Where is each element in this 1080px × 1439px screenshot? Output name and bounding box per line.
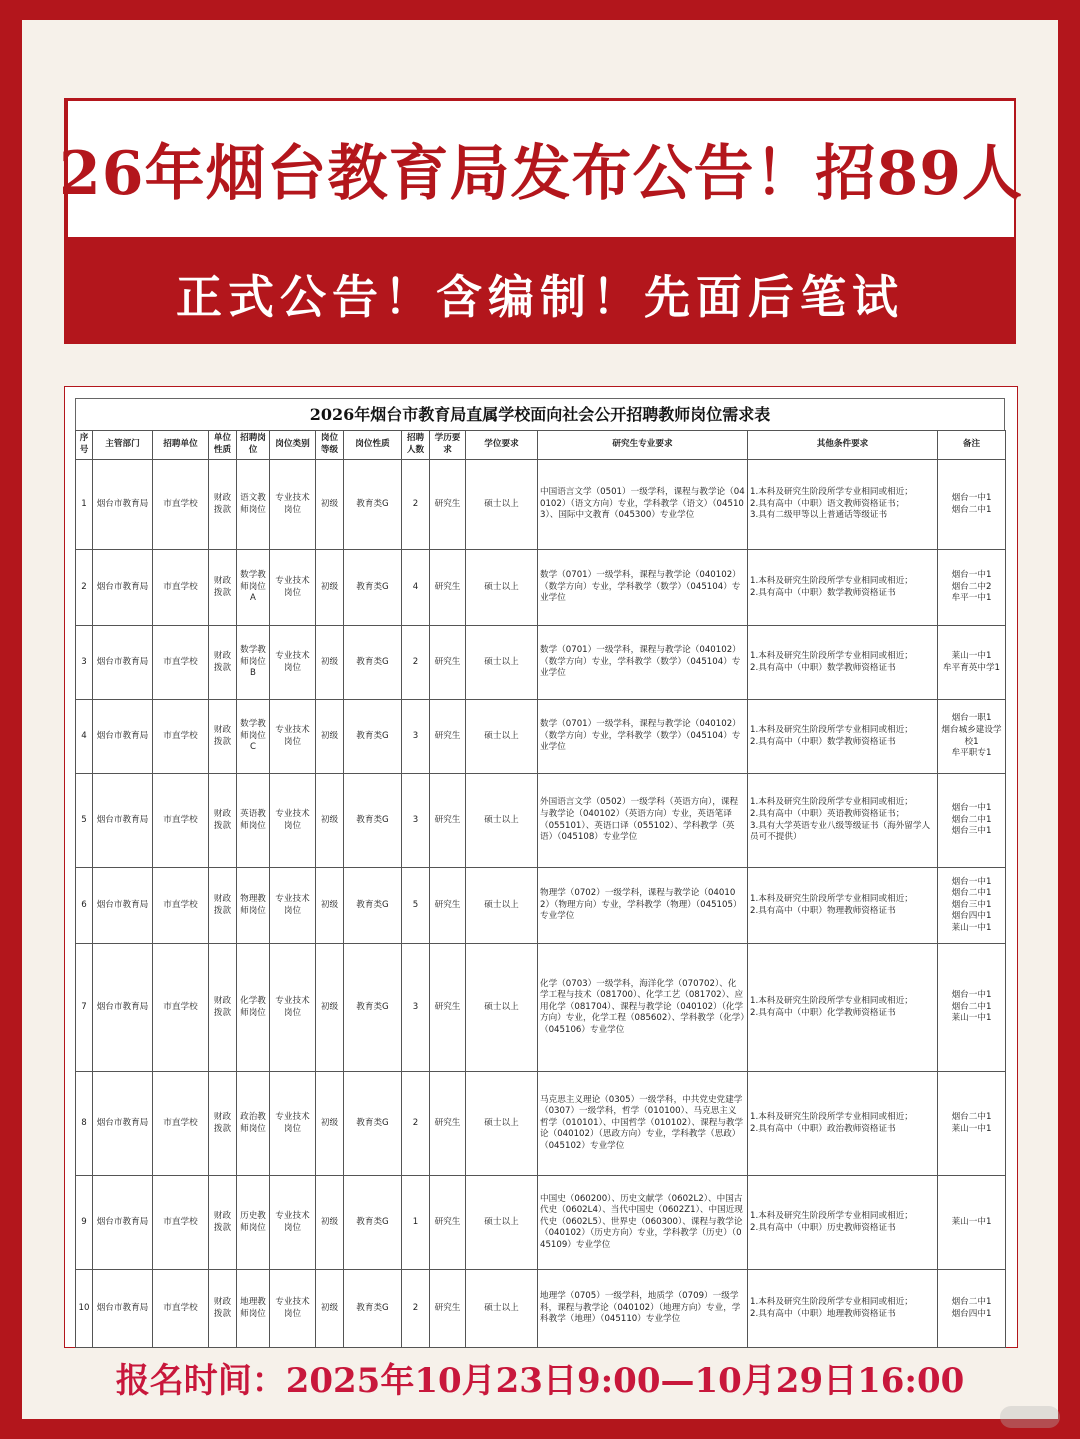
cell-level: 初级: [316, 460, 344, 550]
cell-other: 1.本科及研究生阶段所学专业相同或相近； 2.具有高中（中职）数学教师资格证书: [748, 700, 938, 774]
watermark-badge: [1000, 1406, 1060, 1428]
cell-edu: 研究生: [430, 1176, 466, 1270]
cell-level: 初级: [316, 1270, 344, 1348]
cell-edu: 研究生: [430, 1072, 466, 1176]
cell-degree: 硕士以上: [466, 550, 538, 626]
cell-num: 5: [402, 868, 430, 944]
column-header: 学历要求: [430, 431, 466, 460]
table-row: [76, 1270, 1006, 1348]
cell-major: 中国史（060200）、历史文献学（0602L2）、中国古代史（0602L4）、当代中国史（0602Z1）、中国近现代史（0602L5）、世界史（060300）、课程与教学论（040102）（历史方向）专业，学科教学（历史）（045109）专业学位: [538, 1176, 748, 1270]
cell-degree: 硕士以上: [466, 944, 538, 1072]
cell-nature: 财政拨款: [209, 550, 237, 626]
table-row: [76, 550, 1006, 626]
cell-note: 烟台一中1 烟台二中1 烟台三中1 烟台四中1 莱山一中1: [938, 868, 1006, 944]
cell-num: 3: [402, 944, 430, 1072]
cell-edu: 研究生: [430, 700, 466, 774]
cell-unit: 市直学校: [153, 1072, 209, 1176]
cell-level: 初级: [316, 944, 344, 1072]
cell-unit: 市直学校: [153, 868, 209, 944]
cell-ptype: 教育类G: [344, 1270, 402, 1348]
cell-no: 6: [76, 868, 93, 944]
cell-edu: 研究生: [430, 626, 466, 700]
cell-num: 2: [402, 460, 430, 550]
table-row: [76, 868, 1006, 944]
column-header: 招聘人数: [402, 431, 430, 460]
cell-post: 化学教师岗位: [237, 944, 270, 1072]
cell-edu: 研究生: [430, 1270, 466, 1348]
cell-note: 莱山一中1 牟平育英中学1: [938, 626, 1006, 700]
cell-nature: 财政拨款: [209, 868, 237, 944]
table-row: [76, 460, 1006, 550]
cell-major: 数学（0701）一级学科，课程与教学论（040102）（数学方向）专业，学科教学（数学）（045104）专业学位: [538, 700, 748, 774]
cell-cat: 专业技术岗位: [270, 700, 316, 774]
cell-dept: 烟台市教育局: [93, 1270, 153, 1348]
cell-degree: 硕士以上: [466, 700, 538, 774]
cell-nature: 财政拨款: [209, 1270, 237, 1348]
cell-nature: 财政拨款: [209, 626, 237, 700]
cell-no: 9: [76, 1176, 93, 1270]
table-title: 2026年烟台市教育局直属学校面向社会公开招聘教师岗位需求表: [75, 398, 1005, 430]
registration-time-footer: [0, 1350, 1080, 1404]
job-table-container: [75, 398, 1005, 1343]
subheadline-text: 正式公告！含编制！先面后笔试: [176, 270, 904, 324]
cell-major: 中国语言文学（0501）一级学科，课程与教学论（040102）（语文方向）专业，学科教学（语文）（045103）、国际中文教育（045300）专业学位: [538, 460, 748, 550]
cell-degree: 硕士以上: [466, 1270, 538, 1348]
cell-other: 1.本科及研究生阶段所学专业相同或相近； 2.具有高中（中职）语文教师资格证书； 3.具有二级甲等以上普通话等级证书: [748, 460, 938, 550]
cell-other: 1.本科及研究生阶段所学专业相同或相近； 2.具有高中（中职）英语教师资格证书； 3.具有大学英语专业八级等级证书（海外留学人员可不提供）: [748, 774, 938, 868]
cell-major: 数学（0701）一级学科，课程与教学论（040102）（数学方向）专业，学科教学（数学）（045104）专业学位: [538, 550, 748, 626]
cell-post: 政治教师岗位: [237, 1072, 270, 1176]
cell-degree: 硕士以上: [466, 626, 538, 700]
cell-dept: 烟台市教育局: [93, 774, 153, 868]
column-header: 主管部门: [93, 431, 153, 460]
cell-edu: 研究生: [430, 868, 466, 944]
cell-no: 5: [76, 774, 93, 868]
column-header: 研究生专业要求: [538, 431, 748, 460]
cell-degree: 硕士以上: [466, 460, 538, 550]
cell-edu: 研究生: [430, 774, 466, 868]
cell-post: 数学教师岗位A: [237, 550, 270, 626]
cell-post: 数学教师岗位B: [237, 626, 270, 700]
job-requirements-table: [75, 430, 1006, 1348]
cell-level: 初级: [316, 868, 344, 944]
cell-post: 数学教师岗位C: [237, 700, 270, 774]
cell-no: 7: [76, 944, 93, 1072]
column-header: 招聘单位: [153, 431, 209, 460]
subheadline-bar: [64, 244, 1016, 344]
cell-other: 1.本科及研究生阶段所学专业相同或相近； 2.具有高中（中职）数学教师资格证书: [748, 550, 938, 626]
cell-post: 语文教师岗位: [237, 460, 270, 550]
cell-other: 1.本科及研究生阶段所学专业相同或相近； 2.具有高中（中职）地理教师资格证书: [748, 1270, 938, 1348]
cell-ptype: 教育类G: [344, 868, 402, 944]
cell-dept: 烟台市教育局: [93, 550, 153, 626]
cell-ptype: 教育类G: [344, 700, 402, 774]
column-header: 招聘岗位: [237, 431, 270, 460]
cell-dept: 烟台市教育局: [93, 1176, 153, 1270]
cell-no: 3: [76, 626, 93, 700]
cell-cat: 专业技术岗位: [270, 460, 316, 550]
cell-note: 烟台一中1 烟台二中2 牟平一中1: [938, 550, 1006, 626]
table-row: [76, 1176, 1006, 1270]
cell-ptype: 教育类G: [344, 1176, 402, 1270]
cell-major: 化学（0703）一级学科，海洋化学（070702）、化学工程与技术（081700）、化学工艺（081702）、应用化学（081704）、课程与教学论（040102）（化学方向）专业，化学工程（085602）、学科教学（化学）（045106）专业学位: [538, 944, 748, 1072]
column-header: 备注: [938, 431, 1006, 460]
cell-no: 10: [76, 1270, 93, 1348]
cell-note: 烟台二中1 莱山一中1: [938, 1072, 1006, 1176]
cell-note: 烟台一中1 烟台二中1 莱山一中1: [938, 944, 1006, 1072]
cell-num: 3: [402, 700, 430, 774]
cell-other: 1.本科及研究生阶段所学专业相同或相近； 2.具有高中（中职）政治教师资格证书: [748, 1072, 938, 1176]
registration-time-text: 报名时间：2025年10月23日9:00—10月29日16:00: [115, 1360, 965, 1401]
cell-cat: 专业技术岗位: [270, 1072, 316, 1176]
cell-num: 1: [402, 1176, 430, 1270]
cell-ptype: 教育类G: [344, 460, 402, 550]
cell-post: 历史教师岗位: [237, 1176, 270, 1270]
cell-degree: 硕士以上: [466, 868, 538, 944]
cell-degree: 硕士以上: [466, 1072, 538, 1176]
table-row: [76, 626, 1006, 700]
cell-major: 数学（0701）一级学科，课程与教学论（040102）（数学方向）专业，学科教学（数学）（045104）专业学位: [538, 626, 748, 700]
cell-num: 2: [402, 626, 430, 700]
table-row: [76, 774, 1006, 868]
cell-post: 地理教师岗位: [237, 1270, 270, 1348]
cell-cat: 专业技术岗位: [270, 944, 316, 1072]
cell-cat: 专业技术岗位: [270, 1270, 316, 1348]
cell-note: 烟台一中1 烟台二中1: [938, 460, 1006, 550]
column-header: 其他条件要求: [748, 431, 938, 460]
column-header: 序号: [76, 431, 93, 460]
cell-level: 初级: [316, 550, 344, 626]
cell-major: 马克思主义理论（0305）一级学科，中共党史党建学（0307）一级学科，哲学（010100）、马克思主义哲学（010101）、中国哲学（010102）、课程与教学论（040102）（思政方向）专业，学科教学（思政）（045102）专业学位: [538, 1072, 748, 1176]
cell-note: 莱山一中1: [938, 1176, 1006, 1270]
cell-dept: 烟台市教育局: [93, 1072, 153, 1176]
cell-ptype: 教育类G: [344, 944, 402, 1072]
cell-edu: 研究生: [430, 944, 466, 1072]
cell-nature: 财政拨款: [209, 700, 237, 774]
cell-nature: 财政拨款: [209, 460, 237, 550]
cell-nature: 财政拨款: [209, 1176, 237, 1270]
cell-cat: 专业技术岗位: [270, 1176, 316, 1270]
cell-dept: 烟台市教育局: [93, 460, 153, 550]
cell-ptype: 教育类G: [344, 550, 402, 626]
column-header: 单位性质: [209, 431, 237, 460]
cell-post: 物理教师岗位: [237, 868, 270, 944]
cell-degree: 硕士以上: [466, 774, 538, 868]
cell-num: 2: [402, 1072, 430, 1176]
cell-level: 初级: [316, 774, 344, 868]
cell-edu: 研究生: [430, 550, 466, 626]
cell-no: 2: [76, 550, 93, 626]
cell-note: 烟台一中1 烟台二中1 烟台三中1: [938, 774, 1006, 868]
cell-nature: 财政拨款: [209, 774, 237, 868]
cell-level: 初级: [316, 1072, 344, 1176]
headline-title: 26年烟台教育局发布公告！招89人: [59, 139, 1023, 209]
column-header: 岗位类别: [270, 431, 316, 460]
table-header-row: [76, 431, 1006, 460]
cell-no: 4: [76, 700, 93, 774]
table-row: [76, 944, 1006, 1072]
cell-nature: 财政拨款: [209, 1072, 237, 1176]
cell-degree: 硕士以上: [466, 1176, 538, 1270]
cell-cat: 专业技术岗位: [270, 868, 316, 944]
cell-other: 1.本科及研究生阶段所学专业相同或相近； 2.具有高中（中职）化学教师资格证书: [748, 944, 938, 1072]
cell-no: 8: [76, 1072, 93, 1176]
cell-cat: 专业技术岗位: [270, 550, 316, 626]
cell-unit: 市直学校: [153, 700, 209, 774]
cell-num: 4: [402, 550, 430, 626]
cell-unit: 市直学校: [153, 944, 209, 1072]
cell-level: 初级: [316, 700, 344, 774]
cell-note: 烟台一职1 烟台城乡建设学校1 牟平职专1: [938, 700, 1006, 774]
table-row: [76, 1072, 1006, 1176]
cell-major: 外国语言文学（0502）一级学科（英语方向），课程与教学论（040102）（英语方向）专业，英语笔译（055101）、英语口译（055102）、学科教学（英语）（045108）专业学位: [538, 774, 748, 868]
cell-level: 初级: [316, 626, 344, 700]
cell-ptype: 教育类G: [344, 774, 402, 868]
cell-level: 初级: [316, 1176, 344, 1270]
cell-unit: 市直学校: [153, 626, 209, 700]
cell-dept: 烟台市教育局: [93, 944, 153, 1072]
cell-cat: 专业技术岗位: [270, 626, 316, 700]
cell-unit: 市直学校: [153, 774, 209, 868]
cell-unit: 市直学校: [153, 1270, 209, 1348]
cell-no: 1: [76, 460, 93, 550]
cell-other: 1.本科及研究生阶段所学专业相同或相近； 2.具有高中（中职）历史教师资格证书: [748, 1176, 938, 1270]
cell-major: 地理学（0705）一级学科，地质学（0709）一级学科，课程与教学论（040102）（地理方向）专业，学科教学（地理）（045110）专业学位: [538, 1270, 748, 1348]
table-row: [76, 700, 1006, 774]
column-header: 岗位性质: [344, 431, 402, 460]
headline-panel: [59, 101, 1023, 237]
cell-nature: 财政拨款: [209, 944, 237, 1072]
cell-unit: 市直学校: [153, 1176, 209, 1270]
column-header: 学位要求: [466, 431, 538, 460]
cell-cat: 专业技术岗位: [270, 774, 316, 868]
cell-other: 1.本科及研究生阶段所学专业相同或相近； 2.具有高中（中职）数学教师资格证书: [748, 626, 938, 700]
cell-dept: 烟台市教育局: [93, 626, 153, 700]
cell-num: 2: [402, 1270, 430, 1348]
cell-ptype: 教育类G: [344, 1072, 402, 1176]
cell-major: 物理学（0702）一级学科，课程与教学论（040102）（物理方向）专业，学科教学（物理）（045105）专业学位: [538, 868, 748, 944]
cell-ptype: 教育类G: [344, 626, 402, 700]
cell-num: 3: [402, 774, 430, 868]
cell-dept: 烟台市教育局: [93, 868, 153, 944]
cell-unit: 市直学校: [153, 550, 209, 626]
cell-note: 烟台二中1 烟台四中1: [938, 1270, 1006, 1348]
cell-dept: 烟台市教育局: [93, 700, 153, 774]
cell-post: 英语教师岗位: [237, 774, 270, 868]
cell-other: 1.本科及研究生阶段所学专业相同或相近； 2.具有高中（中职）物理教师资格证书: [748, 868, 938, 944]
cell-unit: 市直学校: [153, 460, 209, 550]
column-header: 岗位等级: [316, 431, 344, 460]
cell-edu: 研究生: [430, 460, 466, 550]
